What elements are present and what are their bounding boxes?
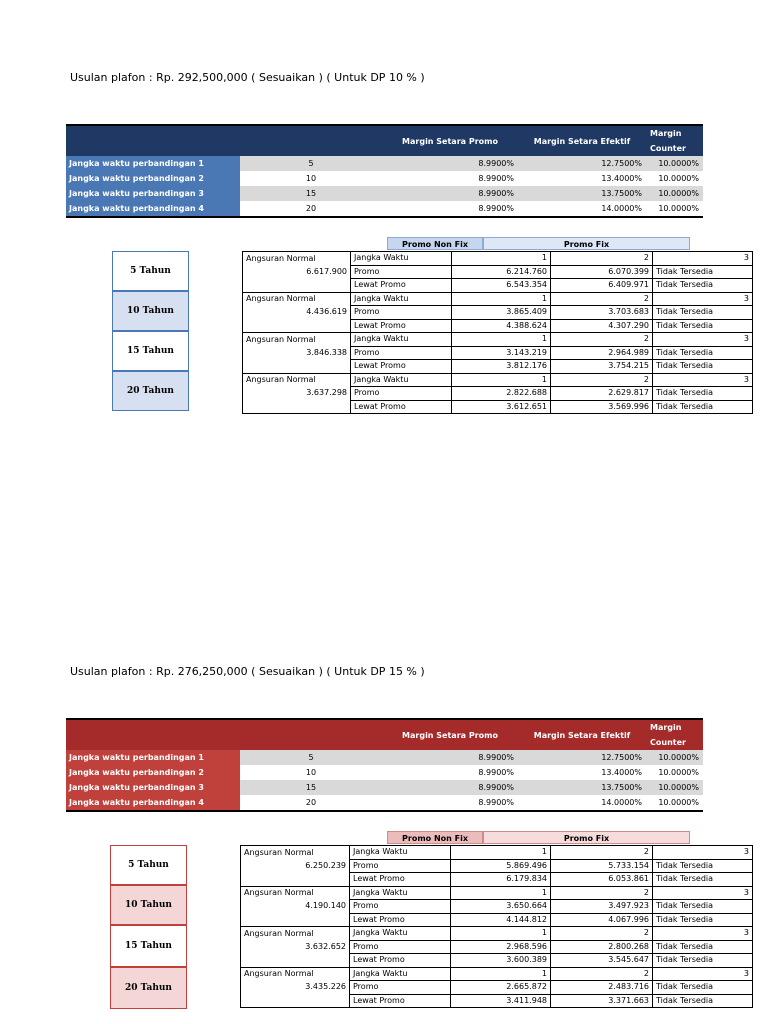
promo-3: Tidak Tersedia — [653, 900, 753, 914]
promo-row — [243, 387, 753, 401]
jangka-label: Jangka Waktu — [350, 846, 451, 860]
row-efektif: 13.7500% — [518, 780, 646, 795]
angsuran-value: 6.617.900 — [243, 265, 351, 279]
promo-3: Tidak Tersedia — [653, 859, 753, 873]
section1-margin-table — [66, 124, 703, 218]
promo-label: Promo — [351, 265, 452, 279]
year-box-10: 10 Tahun — [112, 291, 189, 331]
row-efektif: 13.4000% — [518, 765, 646, 780]
angsuran-label: Angsuran Normal — [241, 967, 350, 981]
lewat-2: 3.754.215 — [551, 360, 653, 374]
angsuran-label: Angsuran Normal — [243, 252, 351, 266]
lewat-label: Lewat Promo — [351, 360, 452, 374]
header-margin-counter: Margin Counter — [646, 125, 703, 156]
angsuran-value: 3.637.298 — [243, 387, 351, 401]
row-label: Jangka waktu perbandingan 3 — [66, 186, 240, 201]
row-efektif: 14.0000% — [518, 201, 646, 217]
margin-row — [66, 750, 703, 765]
row-counter: 10.0000% — [646, 201, 703, 217]
lewat-row — [241, 954, 753, 968]
lewat-3: Tidak Tersedia — [653, 873, 753, 887]
year-box-5: 5 Tahun — [112, 251, 189, 291]
promo-2: 2.483.716 — [551, 981, 653, 995]
margin-header-row — [66, 125, 703, 156]
row-label: Jangka waktu perbandingan 1 — [66, 156, 240, 171]
row-years: 20 — [240, 795, 382, 811]
lewat-1: 3.612.651 — [452, 400, 551, 414]
col-1: 1 — [452, 292, 551, 306]
lewat-1: 3.411.948 — [451, 994, 551, 1008]
section1-promo-table — [242, 251, 753, 414]
angsuran-value: 3.435.226 — [241, 981, 350, 995]
promo-row — [243, 265, 753, 279]
margin-row — [66, 171, 703, 186]
promo-fix-header: Promo Fix — [483, 831, 690, 844]
lewat-label: Lewat Promo — [350, 954, 451, 968]
angsuran-label: Angsuran Normal — [243, 373, 351, 387]
col-1: 1 — [451, 967, 551, 981]
row-promo: 8.9900% — [382, 186, 518, 201]
lewat-1: 4.388.624 — [452, 319, 551, 333]
margin-row — [66, 156, 703, 171]
promo-2: 2.964.989 — [551, 346, 653, 360]
lewat-3: Tidak Tersedia — [653, 360, 753, 374]
promo-row — [241, 859, 753, 873]
col-1: 1 — [452, 333, 551, 347]
row-efektif: 13.4000% — [518, 171, 646, 186]
promo-2: 5.733.154 — [551, 859, 653, 873]
col-1: 1 — [452, 373, 551, 387]
lewat-label: Lewat Promo — [350, 913, 451, 927]
margin-row — [66, 201, 703, 217]
angsuran-value: 3.632.652 — [241, 940, 350, 954]
lewat-3: Tidak Tersedia — [653, 279, 753, 293]
margin-row — [66, 780, 703, 795]
jangka-label: Jangka Waktu — [351, 333, 452, 347]
jangka-label: Jangka Waktu — [350, 927, 451, 941]
year-box-10: 10 Tahun — [110, 885, 187, 925]
row-years: 5 — [240, 156, 382, 171]
row-years: 15 — [240, 186, 382, 201]
jangka-row — [243, 252, 753, 266]
jangka-label: Jangka Waktu — [351, 292, 452, 306]
row-counter: 10.0000% — [646, 156, 703, 171]
col-2: 2 — [551, 292, 653, 306]
row-years: 5 — [240, 750, 382, 765]
promo-3: Tidak Tersedia — [653, 940, 753, 954]
lewat-1: 3.812.176 — [452, 360, 551, 374]
col-2: 2 — [551, 252, 653, 266]
promo-1: 2.665.872 — [451, 981, 551, 995]
margin-header-row — [66, 719, 703, 750]
col-2: 2 — [551, 333, 653, 347]
lewat-2: 3.545.647 — [551, 954, 653, 968]
year-box-20: 20 Tahun — [110, 967, 187, 1009]
section2-year-boxes — [110, 845, 187, 1015]
lewat-label: Lewat Promo — [351, 400, 452, 414]
angsuran-value: 4.190.140 — [241, 900, 350, 914]
row-promo: 8.9900% — [382, 156, 518, 171]
row-counter: 10.0000% — [646, 780, 703, 795]
col-1: 1 — [452, 252, 551, 266]
section1-heading: Usulan plafon : Rp. 292,500,000 ( Sesuaikan ) ( Untuk DP 10 % ) — [70, 71, 425, 84]
promo-3: Tidak Tersedia — [653, 387, 753, 401]
promo-label: Promo — [351, 306, 452, 320]
angsuran-label: Angsuran Normal — [243, 292, 351, 306]
lewat-row — [241, 913, 753, 927]
row-label: Jangka waktu perbandingan 2 — [66, 765, 240, 780]
angsuran-label: Angsuran Normal — [241, 886, 350, 900]
jangka-label: Jangka Waktu — [350, 967, 451, 981]
promo-2: 3.703.683 — [551, 306, 653, 320]
promo-1: 2.968.596 — [451, 940, 551, 954]
jangka-row — [241, 927, 753, 941]
col-1: 1 — [451, 927, 551, 941]
lewat-label: Lewat Promo — [350, 994, 451, 1008]
year-box-20: 20 Tahun — [112, 371, 189, 411]
section2-margin-table — [66, 718, 703, 812]
row-counter: 10.0000% — [646, 750, 703, 765]
row-efektif: 12.7500% — [518, 156, 646, 171]
lewat-row — [243, 360, 753, 374]
row-promo: 8.9900% — [382, 201, 518, 217]
promo-label: Promo — [350, 900, 451, 914]
header-margin-promo: Margin Setara Promo — [382, 719, 518, 750]
row-counter: 10.0000% — [646, 765, 703, 780]
row-efektif: 14.0000% — [518, 795, 646, 811]
lewat-row — [241, 994, 753, 1008]
row-label: Jangka waktu perbandingan 4 — [66, 795, 240, 811]
jangka-label: Jangka Waktu — [351, 252, 452, 266]
lewat-3: Tidak Tersedia — [653, 954, 753, 968]
lewat-2: 4.067.996 — [551, 913, 653, 927]
jangka-label: Jangka Waktu — [351, 373, 452, 387]
col-2: 2 — [551, 927, 653, 941]
section2-promo-table — [240, 845, 753, 1008]
col-3: 3 — [653, 292, 753, 306]
lewat-label: Lewat Promo — [351, 319, 452, 333]
year-box-15: 15 Tahun — [110, 925, 187, 967]
lewat-1: 4.144.812 — [451, 913, 551, 927]
promo-label: Promo — [351, 346, 452, 360]
row-years: 10 — [240, 765, 382, 780]
row-label: Jangka waktu perbandingan 2 — [66, 171, 240, 186]
lewat-3: Tidak Tersedia — [653, 400, 753, 414]
row-promo: 8.9900% — [382, 171, 518, 186]
promo-non-fix-header: Promo Non Fix — [387, 237, 483, 250]
promo-row — [241, 900, 753, 914]
lewat-row — [243, 400, 753, 414]
jangka-row — [241, 846, 753, 860]
angsuran-label: Angsuran Normal — [243, 333, 351, 347]
margin-row — [66, 186, 703, 201]
col-2: 2 — [551, 846, 653, 860]
promo-row — [241, 940, 753, 954]
lewat-1: 3.600.389 — [451, 954, 551, 968]
lewat-row — [241, 873, 753, 887]
lewat-2: 3.569.996 — [551, 400, 653, 414]
row-label: Jangka waktu perbandingan 3 — [66, 780, 240, 795]
promo-2: 2.800.268 — [551, 940, 653, 954]
row-counter: 10.0000% — [646, 171, 703, 186]
jangka-row — [241, 967, 753, 981]
lewat-2: 4.307.290 — [551, 319, 653, 333]
promo-1: 2.822.688 — [452, 387, 551, 401]
col-2: 2 — [551, 967, 653, 981]
col-3: 3 — [653, 333, 753, 347]
promo-label: Promo — [351, 387, 452, 401]
row-counter: 10.0000% — [646, 795, 703, 811]
row-promo: 8.9900% — [382, 780, 518, 795]
col-2: 2 — [551, 886, 653, 900]
row-years: 10 — [240, 171, 382, 186]
row-promo: 8.9900% — [382, 750, 518, 765]
angsuran-label: Angsuran Normal — [241, 927, 350, 941]
col-1: 1 — [451, 886, 551, 900]
lewat-2: 6.409.971 — [551, 279, 653, 293]
promo-2: 2.629.817 — [551, 387, 653, 401]
row-efektif: 13.7500% — [518, 186, 646, 201]
promo-label: Promo — [350, 940, 451, 954]
angsuran-value: 3.846.338 — [243, 346, 351, 360]
header-margin-counter: Margin Counter — [646, 719, 703, 750]
promo-label: Promo — [350, 981, 451, 995]
lewat-label: Lewat Promo — [351, 279, 452, 293]
promo-1: 5.869.496 — [451, 859, 551, 873]
year-box-15: 15 Tahun — [112, 331, 189, 371]
margin-row — [66, 795, 703, 811]
section2-heading: Usulan plafon : Rp. 276,250,000 ( Sesuaikan ) ( Untuk DP 15 % ) — [70, 665, 425, 678]
row-years: 20 — [240, 201, 382, 217]
row-years: 15 — [240, 780, 382, 795]
col-3: 3 — [653, 846, 753, 860]
col-2: 2 — [551, 373, 653, 387]
promo-fix-header: Promo Fix — [483, 237, 690, 250]
lewat-3: Tidak Tersedia — [653, 994, 753, 1008]
margin-row — [66, 765, 703, 780]
promo-3: Tidak Tersedia — [653, 306, 753, 320]
col-3: 3 — [653, 252, 753, 266]
jangka-row — [243, 292, 753, 306]
header-margin-promo: Margin Setara Promo — [382, 125, 518, 156]
promo-3: Tidak Tersedia — [653, 346, 753, 360]
section1-year-boxes — [112, 251, 189, 411]
angsuran-label: Angsuran Normal — [241, 846, 350, 860]
promo-non-fix-header: Promo Non Fix — [387, 831, 483, 844]
promo-2: 6.070.399 — [551, 265, 653, 279]
header-margin-efektif: Margin Setara Efektif — [518, 125, 646, 156]
lewat-2: 6.053.861 — [551, 873, 653, 887]
promo-row — [241, 981, 753, 995]
promo-1: 6.214.760 — [452, 265, 551, 279]
row-promo: 8.9900% — [382, 765, 518, 780]
jangka-row — [241, 886, 753, 900]
lewat-3: Tidak Tersedia — [653, 913, 753, 927]
row-label: Jangka waktu perbandingan 4 — [66, 201, 240, 217]
promo-3: Tidak Tersedia — [653, 981, 753, 995]
angsuran-value: 6.250.239 — [241, 859, 350, 873]
promo-1: 3.143.219 — [452, 346, 551, 360]
jangka-row — [243, 373, 753, 387]
promo-row — [243, 346, 753, 360]
promo-2: 3.497.923 — [551, 900, 653, 914]
promo-label: Promo — [350, 859, 451, 873]
header-margin-efektif: Margin Setara Efektif — [518, 719, 646, 750]
row-label: Jangka waktu perbandingan 1 — [66, 750, 240, 765]
promo-1: 3.650.664 — [451, 900, 551, 914]
col-1: 1 — [451, 846, 551, 860]
angsuran-value: 4.436.619 — [243, 306, 351, 320]
lewat-row — [243, 279, 753, 293]
col-3: 3 — [653, 967, 753, 981]
lewat-1: 6.543.354 — [452, 279, 551, 293]
row-counter: 10.0000% — [646, 186, 703, 201]
lewat-3: Tidak Tersedia — [653, 319, 753, 333]
promo-1: 3.865.409 — [452, 306, 551, 320]
col-3: 3 — [653, 886, 753, 900]
promo-3: Tidak Tersedia — [653, 265, 753, 279]
lewat-1: 6.179.834 — [451, 873, 551, 887]
col-3: 3 — [653, 373, 753, 387]
row-promo: 8.9900% — [382, 795, 518, 811]
lewat-2: 3.371.663 — [551, 994, 653, 1008]
promo-row — [243, 306, 753, 320]
row-efektif: 12.7500% — [518, 750, 646, 765]
jangka-label: Jangka Waktu — [350, 886, 451, 900]
col-3: 3 — [653, 927, 753, 941]
lewat-row — [243, 319, 753, 333]
lewat-label: Lewat Promo — [350, 873, 451, 887]
year-box-5: 5 Tahun — [110, 845, 187, 885]
jangka-row — [243, 333, 753, 347]
